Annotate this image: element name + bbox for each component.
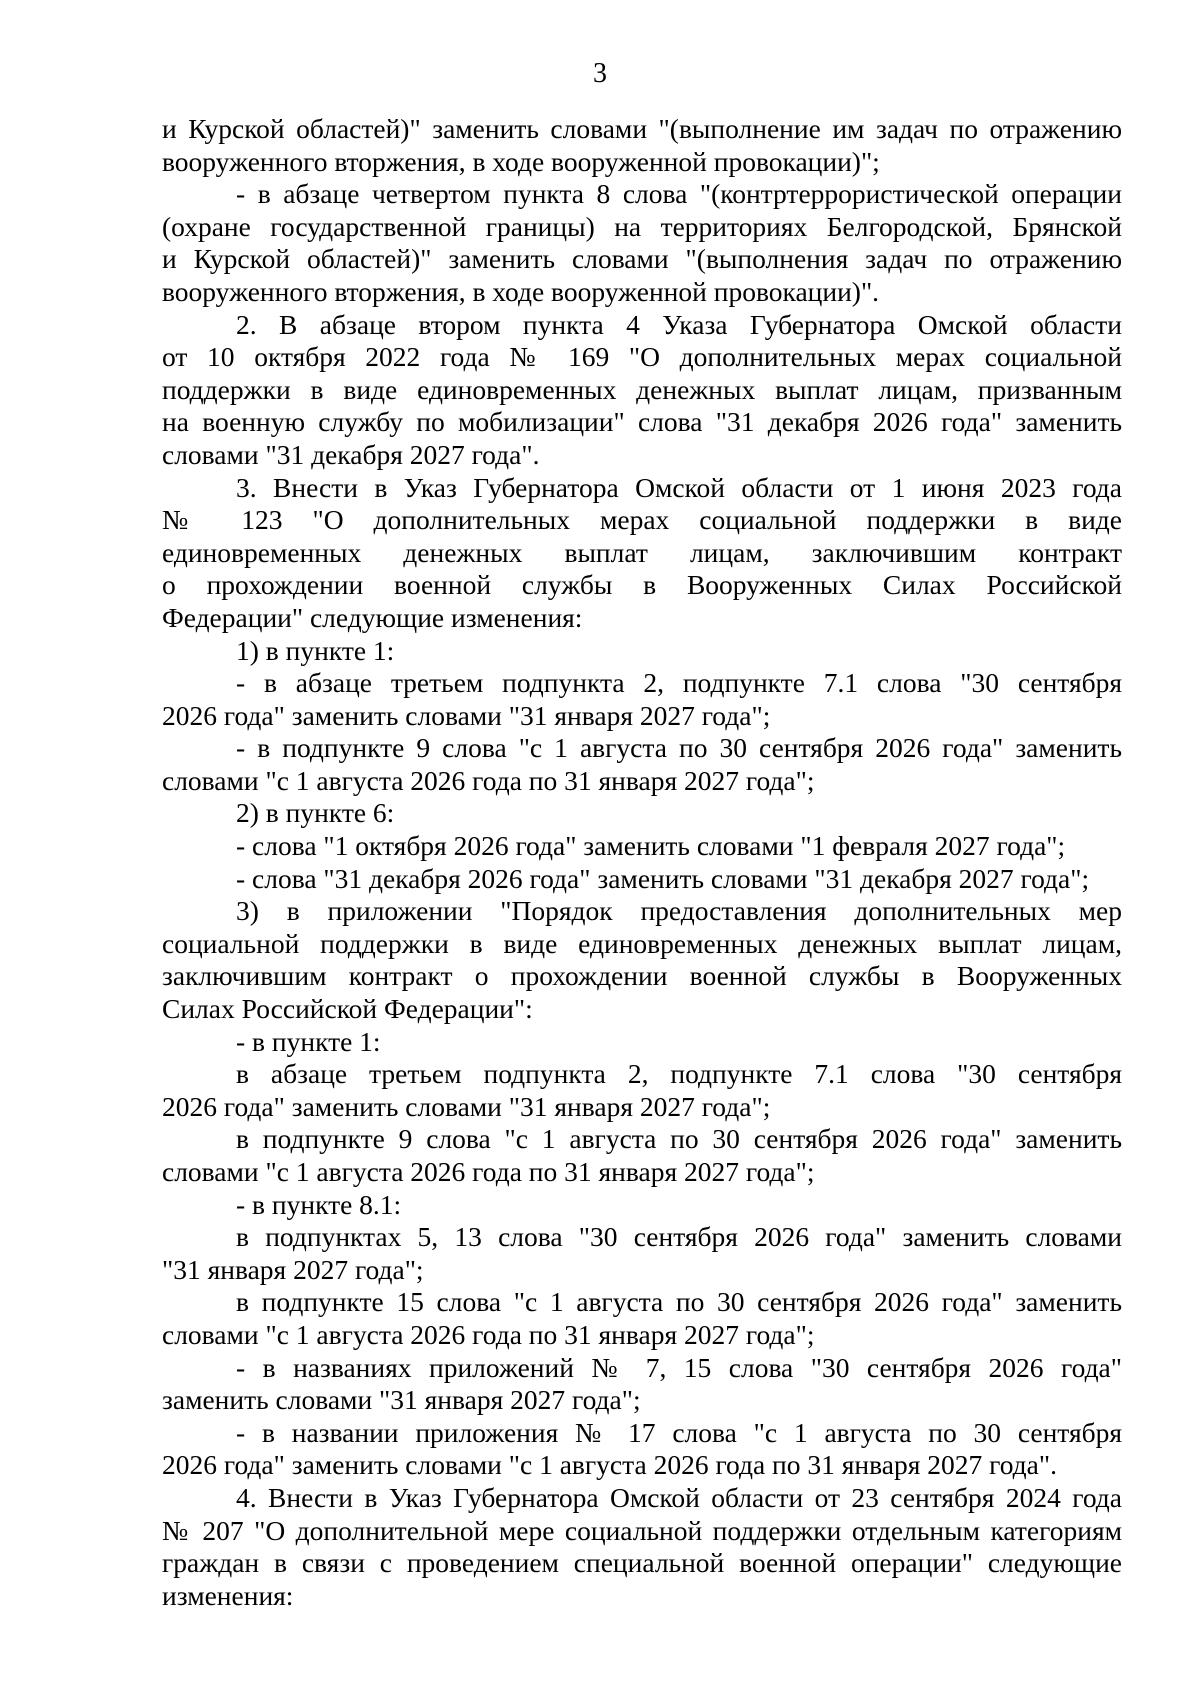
- text-line: - слова "31 декабря 2026 года" заменить словами "31 декабря 2027 года";: [236, 862, 1090, 894]
- text-line: № 207 "О дополнительной мере социальной поддержки отдельным категориям: [162, 1514, 1122, 1546]
- text-line: - в подпункте 9 слова "с 1 августа по 30 сентября 2026 года" заменить: [236, 732, 1122, 764]
- text-line: Федерации" следующие изменения:: [162, 601, 583, 633]
- text-line: и Курской областей)" заменить словами "(выполнения задач по отражению: [162, 243, 1122, 275]
- text-line: - в названии приложения № 17 слова "с 1 августа по 30 сентября: [236, 1416, 1122, 1448]
- text-line: 3) в приложении "Порядок предоставления дополнительных мер: [236, 895, 1122, 927]
- text-line: поддержки в виде единовременных денежных выплат лицам, призванным: [162, 373, 1122, 405]
- text-line: заменить словами "31 января 2027 года";: [162, 1384, 641, 1416]
- text-line: "31 января 2027 года";: [162, 1253, 424, 1285]
- text-line: 2026 года" заменить словами "31 января 2027 года";: [162, 1090, 771, 1122]
- text-line: и Курской областей)" заменить словами "(выполнение им задач по отражению: [162, 113, 1122, 144]
- text-line: 4. Внести в Указ Губернатора Омской области от 23 сентября 2024 года: [236, 1481, 1122, 1513]
- text-line: - в абзаце третьем подпункта 2, подпункте 7.1 слова "30 сентября: [236, 667, 1122, 699]
- text-line: - в пункте 8.1:: [236, 1188, 402, 1220]
- text-line: 2. В абзаце втором пункта 4 Указа Губернатора Омской области: [236, 308, 1122, 340]
- text-line: от 10 октября 2022 года № 169 "О дополнительных мерах социальной: [162, 341, 1122, 373]
- text-line: социальной поддержки в виде единовременных денежных выплат лицам,: [162, 927, 1122, 959]
- text-line: - в названиях приложений № 7, 15 слова "30 сентября 2026 года": [236, 1351, 1122, 1383]
- text-line: изменения:: [162, 1579, 294, 1611]
- text-line: словами "с 1 августа 2026 года по 31 января 2027 года";: [162, 1318, 815, 1350]
- text-line: - в пункте 1:: [236, 1025, 381, 1057]
- text-line: 3. Внести в Указ Губернатора Омской области от 1 июня 2023 года: [236, 471, 1122, 503]
- text-line: в абзаце третьем подпункта 2, подпункте 7.1 слова "30 сентября: [236, 1058, 1122, 1090]
- text-line: 1) в пункте 1:: [236, 634, 395, 666]
- text-line: - слова "1 октября 2026 года" заменить словами "1 февраля 2027 года";: [236, 830, 1066, 862]
- text-line: словами "с 1 августа 2026 года по 31 января 2027 года";: [162, 1156, 815, 1187]
- text-line: вооруженного вторжения, в ходе вооруженной провокации)";: [162, 145, 880, 177]
- text-line: Силах Российской Федерации":: [162, 993, 533, 1025]
- document-body: [162, 113, 1122, 1612]
- text-line: 2026 года" заменить словами "с 1 августа 2026 года по 31 января 2027 года".: [162, 1449, 1057, 1481]
- text-line: вооруженного вторжения, в ходе вооруженной провокации)".: [162, 275, 880, 307]
- text-line: (охране государственной границы) на территориях Белгородской, Брянской: [162, 210, 1122, 242]
- text-line: № 123 "О дополнительных мерах социальной поддержки в виде: [162, 504, 1122, 536]
- text-line: граждан в связи с проведением специальной военной операции" следующие: [162, 1547, 1122, 1579]
- text-line: на военную службу по мобилизации" слова "31 декабря 2026 года" заменить: [162, 406, 1122, 438]
- text-line: о прохождении военной службы в Вооруженных Силах Российской: [162, 569, 1122, 601]
- text-line: 2026 года" заменить словами "31 января 2027 года";: [162, 699, 771, 731]
- text-line: в подпункте 15 слова "с 1 августа по 30 сентября 2026 года" заменить: [236, 1286, 1122, 1318]
- text-line: в подпункте 9 слова "с 1 августа по 30 сентября 2026 года" заменить: [236, 1123, 1122, 1155]
- text-line: единовременных денежных выплат лицам, заключившим контракт: [162, 536, 1122, 568]
- text-line: заключившим контракт о прохождении военной службы в Вооруженных: [162, 960, 1122, 992]
- text-line: словами "31 декабря 2027 года".: [162, 438, 540, 470]
- text-line: 2) в пункте 6:: [236, 797, 395, 829]
- text-line: словами "с 1 августа 2026 года по 31 января 2027 года";: [162, 764, 815, 796]
- text-line: - в абзаце четвертом пункта 8 слова "(контртеррористической операции: [236, 178, 1122, 210]
- text-line: в подпунктах 5, 13 слова "30 сентября 2026 года" заменить словами: [236, 1221, 1122, 1253]
- page-number: 3: [593, 58, 607, 89]
